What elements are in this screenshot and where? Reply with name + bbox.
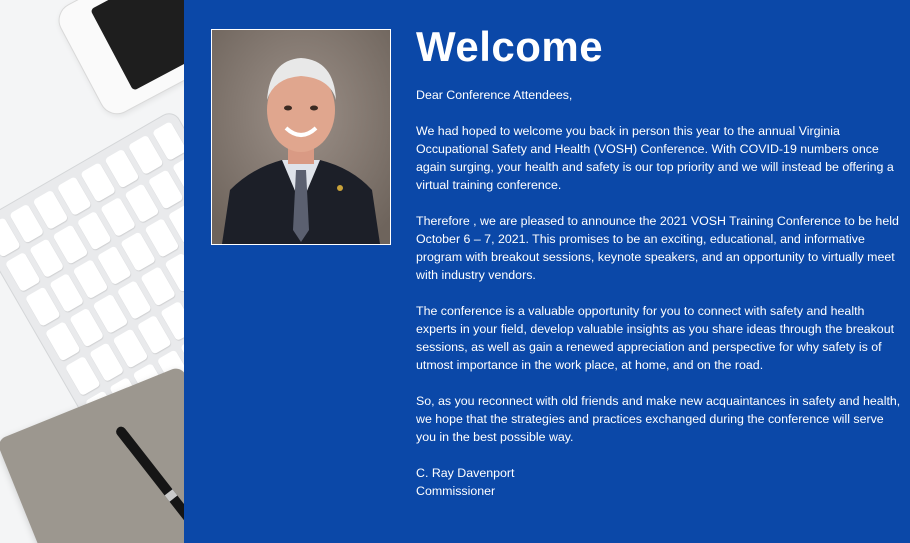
phone-screen xyxy=(90,0,184,91)
portrait-illustration xyxy=(212,30,390,244)
desk-background-photo xyxy=(0,0,184,543)
commissioner-portrait xyxy=(211,29,391,245)
page-title: Welcome xyxy=(416,23,604,70)
signature-role: Commissioner xyxy=(416,484,496,498)
signature-name: C. Ray Davenport xyxy=(416,466,515,480)
letter-paragraph-4: So, as you reconnect with old friends and make new acquaintances in safety and health, we hope that the strategies and practices exchanged during the conference will serve you in the best possible way. xyxy=(416,394,901,444)
letter-paragraph-3: The conference is a valuable opportunity for you to connect with safety and health experts in your field, develop valuable insights as you share ideas through the breakout sessions, as well as gain a renewed appreciation and perspective for why safety is of utmost importance in the work place, at home, and on the road. xyxy=(416,304,895,372)
greeting: Dear Conference Attendees, xyxy=(416,88,573,102)
welcome-letter xyxy=(416,86,902,500)
smartphone-image xyxy=(52,0,184,121)
letter-paragraph-1: We had hoped to welcome you back in person this year to the annual Virginia Occupational Safety and Health (VOSH) Conference. With COVID-19 numbers once again surging, your health and safety is our top priority and we will instead be offering a virtual training conference. xyxy=(416,124,894,192)
letter-paragraph-2: Therefore , we are pleased to announce the 2021 VOSH Training Conference to be held October 6 – 7, 2021. This promises to be an exciting, educational, and informative program with breakout sessions, keynote speakers, and an opportunity to virtually meet with industry vendors. xyxy=(416,214,899,282)
welcome-panel xyxy=(184,0,910,543)
